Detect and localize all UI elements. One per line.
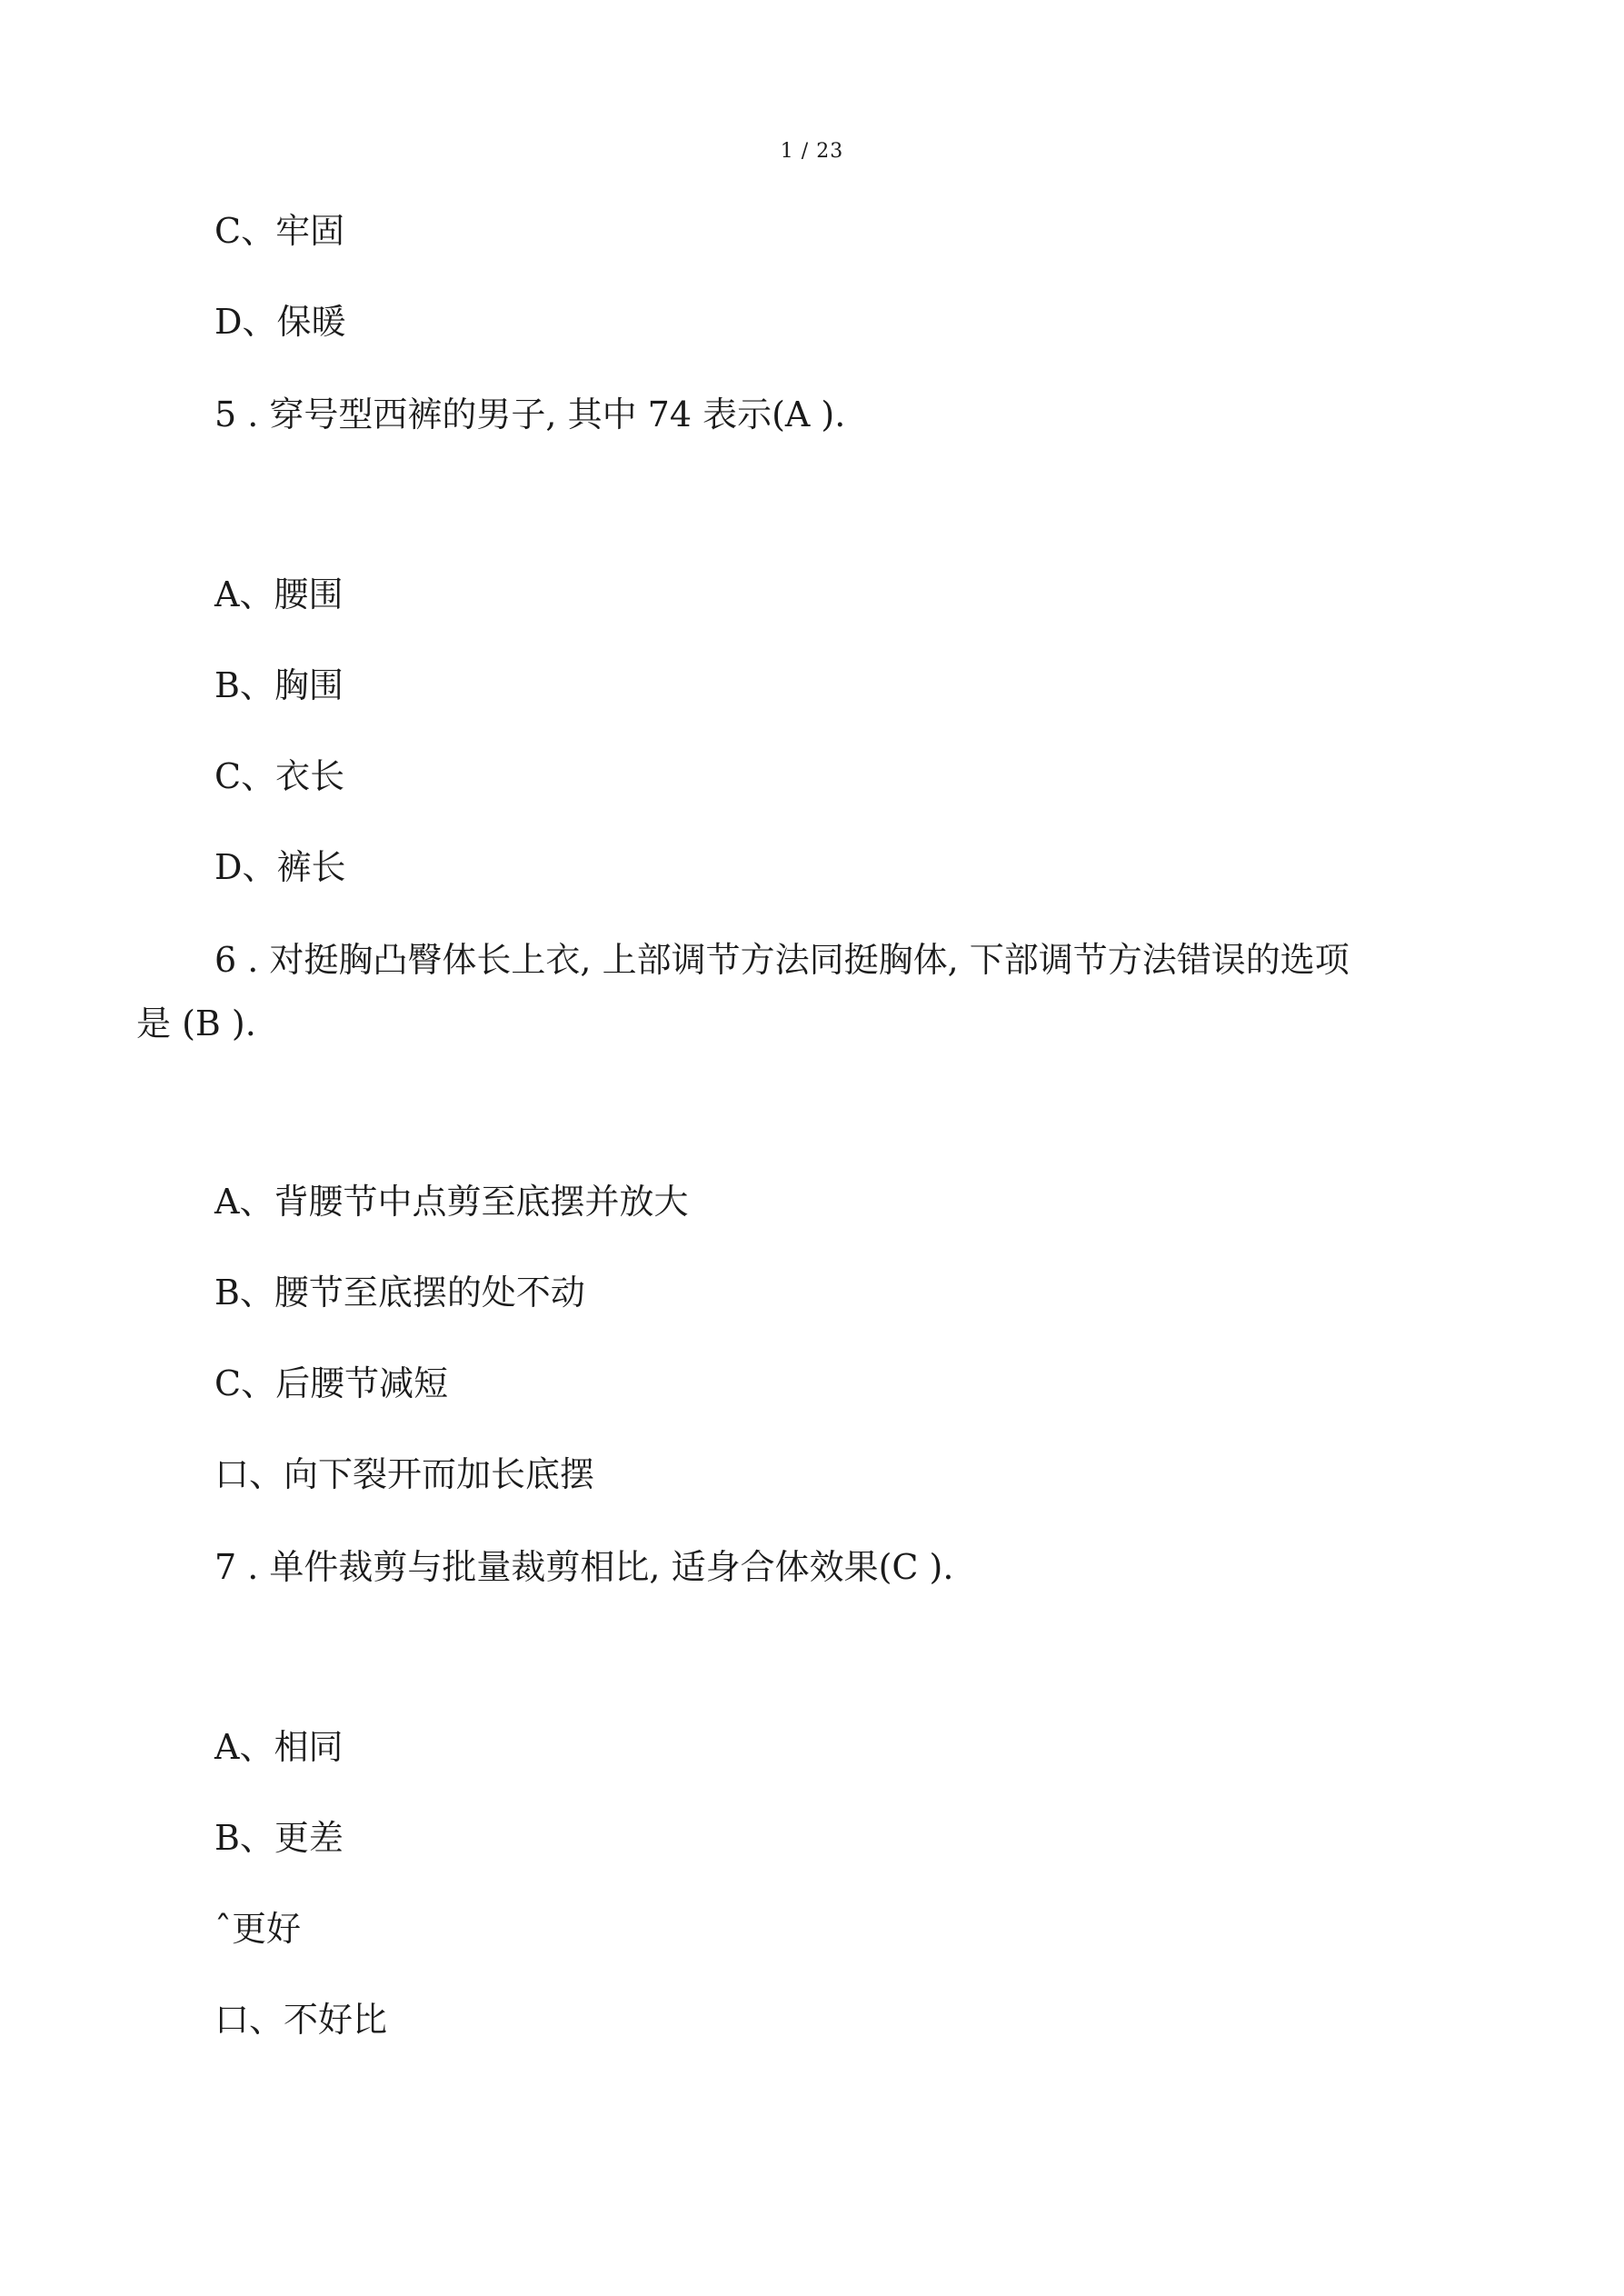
q6-option-d: 口、向下裂开而加长底摆 (214, 1454, 595, 1494)
question-5: 5 . 穿号型西裤的男子, 其中 74 表示(A ). (214, 394, 846, 434)
q6-option-a: A、背腰节中点剪至底摆并放大 (214, 1182, 689, 1222)
question-6: 6 . 对挺胸凸臀体长上衣, 上部调节方法同挺胸体, 下部调节方法错误的选项 (214, 940, 1350, 980)
q5-option-b: B、胸围 (214, 665, 344, 705)
q5-option-c: C、衣长 (214, 756, 345, 796)
q7-option-d: 口、不好比 (214, 2000, 388, 2040)
question-7: 7 . 单件裁剪与批量裁剪相比, 适身合体效果(C ). (214, 1547, 954, 1587)
q7-option-c: ˆ更好 (214, 1909, 302, 1949)
q7-option-a: A、相同 (214, 1727, 344, 1767)
q5-option-a: A、腰围 (214, 574, 344, 614)
question-6-continuation: 是 (B ). (136, 1003, 256, 1043)
page-number: 1 / 23 (780, 140, 844, 163)
q5-option-d: D、裤长 (214, 847, 346, 887)
option-c-fastness: C、牢固 (214, 211, 345, 251)
q6-option-b: B、腰节至底摆的处不动 (214, 1273, 585, 1313)
q6-option-c: C、后腰节减短 (214, 1363, 449, 1403)
q7-option-b: B、更差 (214, 1818, 344, 1858)
option-d-warmth: D、保暖 (214, 302, 346, 342)
